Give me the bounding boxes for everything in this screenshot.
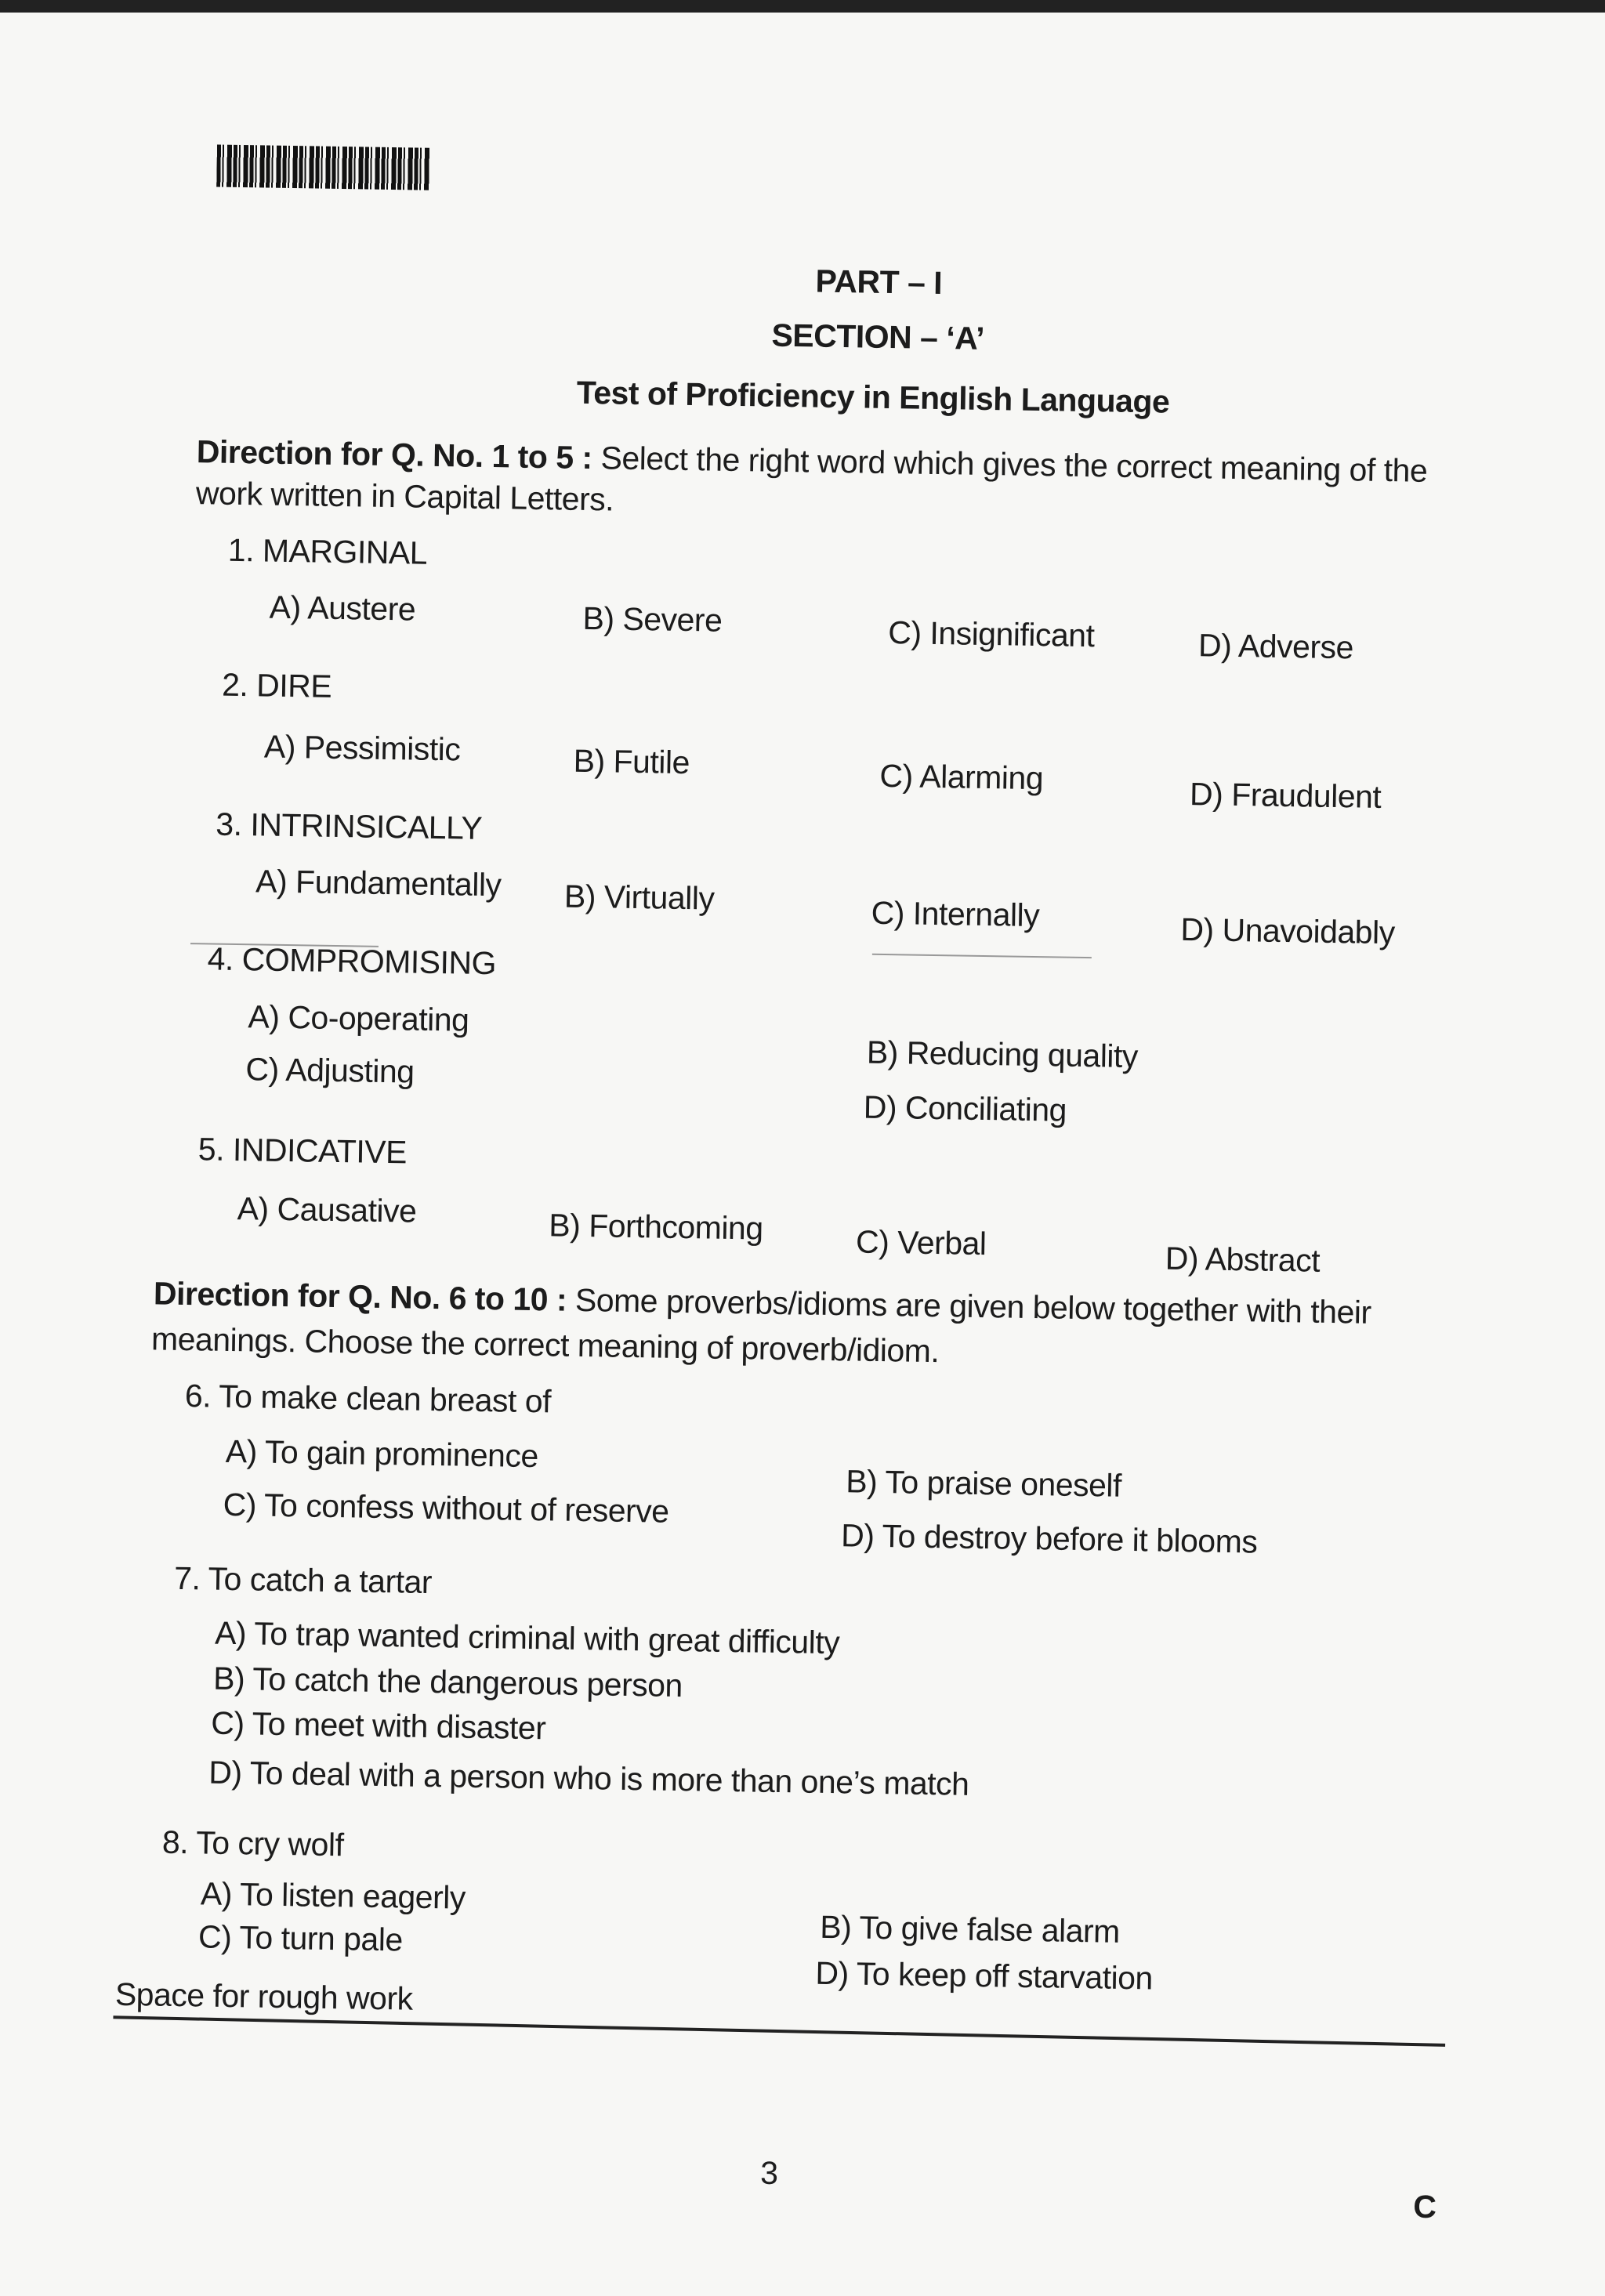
q8-option-a[interactable]: A) To listen eagerly	[200, 1875, 466, 1916]
q3-option-b[interactable]: B) Virtually	[563, 878, 715, 917]
direction-1-text: Select the right word which gives the correct meaning of the	[600, 440, 1428, 489]
q4-option-d[interactable]: D) Conciliating	[863, 1088, 1067, 1128]
q6-option-d[interactable]: D) To destroy before it blooms	[840, 1517, 1258, 1560]
q1-option-c[interactable]: C) Insignificant	[887, 614, 1095, 654]
q8-option-c[interactable]: C) To turn pale	[197, 1918, 404, 1958]
q3-option-c[interactable]: C) Internally	[871, 894, 1040, 934]
part-heading: PART – I	[815, 263, 943, 302]
q7-option-c[interactable]: C) To meet with disaster	[211, 1704, 546, 1747]
q2-option-d[interactable]: D) Fraudulent	[1189, 776, 1382, 815]
page-number: 3	[759, 2154, 778, 2192]
q1-option-b[interactable]: B) Severe	[582, 599, 723, 639]
q2-option-b[interactable]: B) Futile	[573, 742, 690, 781]
q2-option-c[interactable]: C) Alarming	[879, 757, 1044, 797]
question-3: 3. INTRINSICALLY	[216, 806, 483, 846]
q4-option-c[interactable]: C) Adjusting	[245, 1051, 415, 1090]
q4-option-b[interactable]: B) Reducing quality	[866, 1034, 1139, 1075]
q5-option-c[interactable]: C) Verbal	[855, 1223, 987, 1262]
q6-option-a[interactable]: A) To gain prominence	[225, 1432, 539, 1475]
q2-option-a[interactable]: A) Pessimistic	[263, 728, 461, 768]
q6-option-b[interactable]: B) To praise oneself	[845, 1463, 1122, 1504]
rough-work-label: Space for rough work	[114, 1976, 413, 2017]
q4-option-a[interactable]: A) Co-operating	[248, 998, 469, 1038]
question-1: 1. MARGINAL	[227, 531, 428, 571]
test-title: Test of Proficiency in English Language	[576, 374, 1170, 420]
q6-option-c[interactable]: C) To confess without of reserve	[223, 1486, 669, 1530]
scan-dash	[872, 954, 1092, 958]
booklet-series: C	[1412, 2188, 1437, 2225]
direction-2-text: Some proverbs/idioms are given below together with their	[574, 1281, 1371, 1331]
q5-option-b[interactable]: B) Forthcoming	[549, 1207, 763, 1247]
q7-option-d[interactable]: D) To deal with a person who is more than one’s match	[208, 1754, 969, 1802]
direction-2-line-2: meanings. Choose the correct meaning of proverb/idiom.	[150, 1320, 940, 1370]
question-5: 5. INDICATIVE	[197, 1131, 408, 1171]
section-heading: SECTION – ‘A’	[771, 317, 985, 357]
direction-1-line-2: work written in Capital Letters.	[195, 475, 614, 518]
rough-work-divider	[113, 2015, 1445, 2047]
direction-2-lead: Direction for Q. No. 6 to 10 :	[153, 1275, 567, 1318]
q3-option-a[interactable]: A) Fundamentally	[255, 863, 502, 904]
q1-option-a[interactable]: A) Austere	[269, 588, 416, 628]
q7-option-a[interactable]: A) To trap wanted criminal with great difficulty	[214, 1614, 840, 1661]
barcode	[216, 144, 430, 190]
q5-option-d[interactable]: D) Abstract	[1165, 1240, 1321, 1279]
question-8: 8. To cry wolf	[161, 1823, 344, 1863]
question-7: 7. To catch a tartar	[173, 1559, 433, 1601]
direction-1-lead: Direction for Q. No. 1 to 5 :	[196, 433, 593, 476]
question-4: 4. COMPROMISING	[207, 940, 497, 982]
question-2: 2. DIRE	[221, 666, 332, 704]
q8-option-b[interactable]: B) To give false alarm	[820, 1908, 1121, 1950]
q7-option-b[interactable]: B) To catch the dangerous person	[212, 1660, 683, 1704]
question-6: 6. To make clean breast of	[184, 1378, 552, 1420]
q8-option-d[interactable]: D) To keep off starvation	[815, 1954, 1154, 1997]
q5-option-a[interactable]: A) Causative	[237, 1190, 417, 1229]
q1-option-d[interactable]: D) Adverse	[1197, 627, 1354, 666]
q3-option-d[interactable]: D) Unavoidably	[1180, 911, 1396, 951]
